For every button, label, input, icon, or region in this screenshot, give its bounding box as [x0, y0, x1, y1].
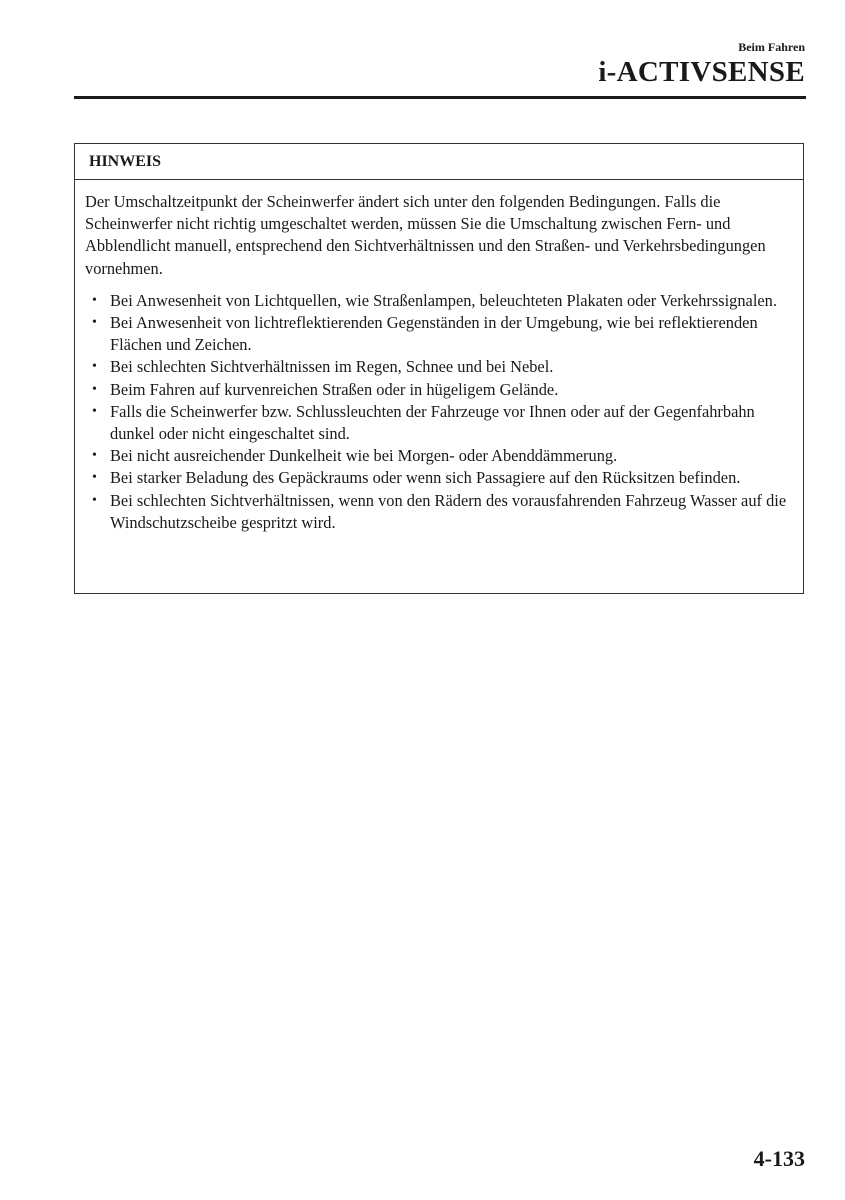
note-body	[75, 180, 803, 534]
page-number: 4-133	[753, 1146, 805, 1171]
list-item	[85, 356, 789, 378]
list-item-text: Bei Anwesenheit von lichtreflektierenden Gegenständen in der Umgebung, wie bei reflektierenden Flächen und Zeichen.	[110, 313, 758, 355]
list-item	[85, 401, 789, 445]
list-item-text: Falls die Scheinwerfer bzw. Schlussleuchten der Fahrzeuge vor Ihnen oder auf der Gegenfahrbahn dunkel oder nicht eingeschaltet sind.	[110, 401, 755, 444]
condition-list	[85, 290, 789, 534]
list-item	[85, 290, 789, 312]
bullet-icon: •	[92, 315, 97, 331]
note-box	[74, 143, 804, 594]
list-item	[85, 312, 789, 356]
list-item-text: Beim Fahren auf kurvenreichen Straßen oder in hügeligem Gelände.	[110, 379, 559, 399]
list-item-text: Bei starker Beladung des Gepäckraums oder wenn sich Passagiere auf den Rücksitzen befinden.	[110, 468, 741, 488]
bullet-icon: •	[92, 492, 97, 508]
header-divider	[74, 96, 806, 99]
list-item	[85, 445, 789, 467]
list-item-text: Bei schlechten Sichtverhältnissen im Regen, Schnee und bei Nebel.	[110, 357, 554, 377]
note-intro-paragraph: Der Umschaltzeitpunkt der Scheinwerfer ändert sich unter den folgenden Bedingungen. Falls die Scheinwerfer nicht richtig umgeschaltet werden, müssen Sie die Umschaltung zwischen Fern- und Abblendlicht manuell, entsprechend den Sichtverhältnissen und den Straßen- und Verkehrsbedingungen vornehmen.	[85, 192, 766, 278]
bullet-icon: •	[92, 403, 97, 419]
bullet-icon: •	[92, 381, 97, 397]
section-label: Beim Fahren	[738, 40, 805, 54]
bullet-icon: •	[92, 470, 97, 486]
list-item-text: Bei nicht ausreichender Dunkelheit wie bei Morgen- oder Abenddämmerung.	[110, 446, 618, 466]
list-item	[85, 490, 789, 534]
list-item-text: Bei Anwesenheit von Lichtquellen, wie Straßenlampen, beleuchteten Plakaten oder Verkehrssignalen.	[110, 290, 777, 310]
list-item	[85, 467, 789, 489]
list-item	[85, 379, 789, 401]
bullet-icon: •	[92, 292, 97, 308]
bullet-icon: •	[92, 448, 97, 464]
page-title: i-ACTIVSENSE	[598, 56, 805, 88]
bullet-icon: •	[92, 359, 97, 375]
note-heading: HINWEIS	[75, 144, 803, 180]
list-item-text: Bei schlechten Sichtverhältnissen, wenn von den Rädern des vorausfahrenden Fahrzeug Wasser auf die Windschutzscheibe gespritzt wird.	[110, 490, 787, 532]
